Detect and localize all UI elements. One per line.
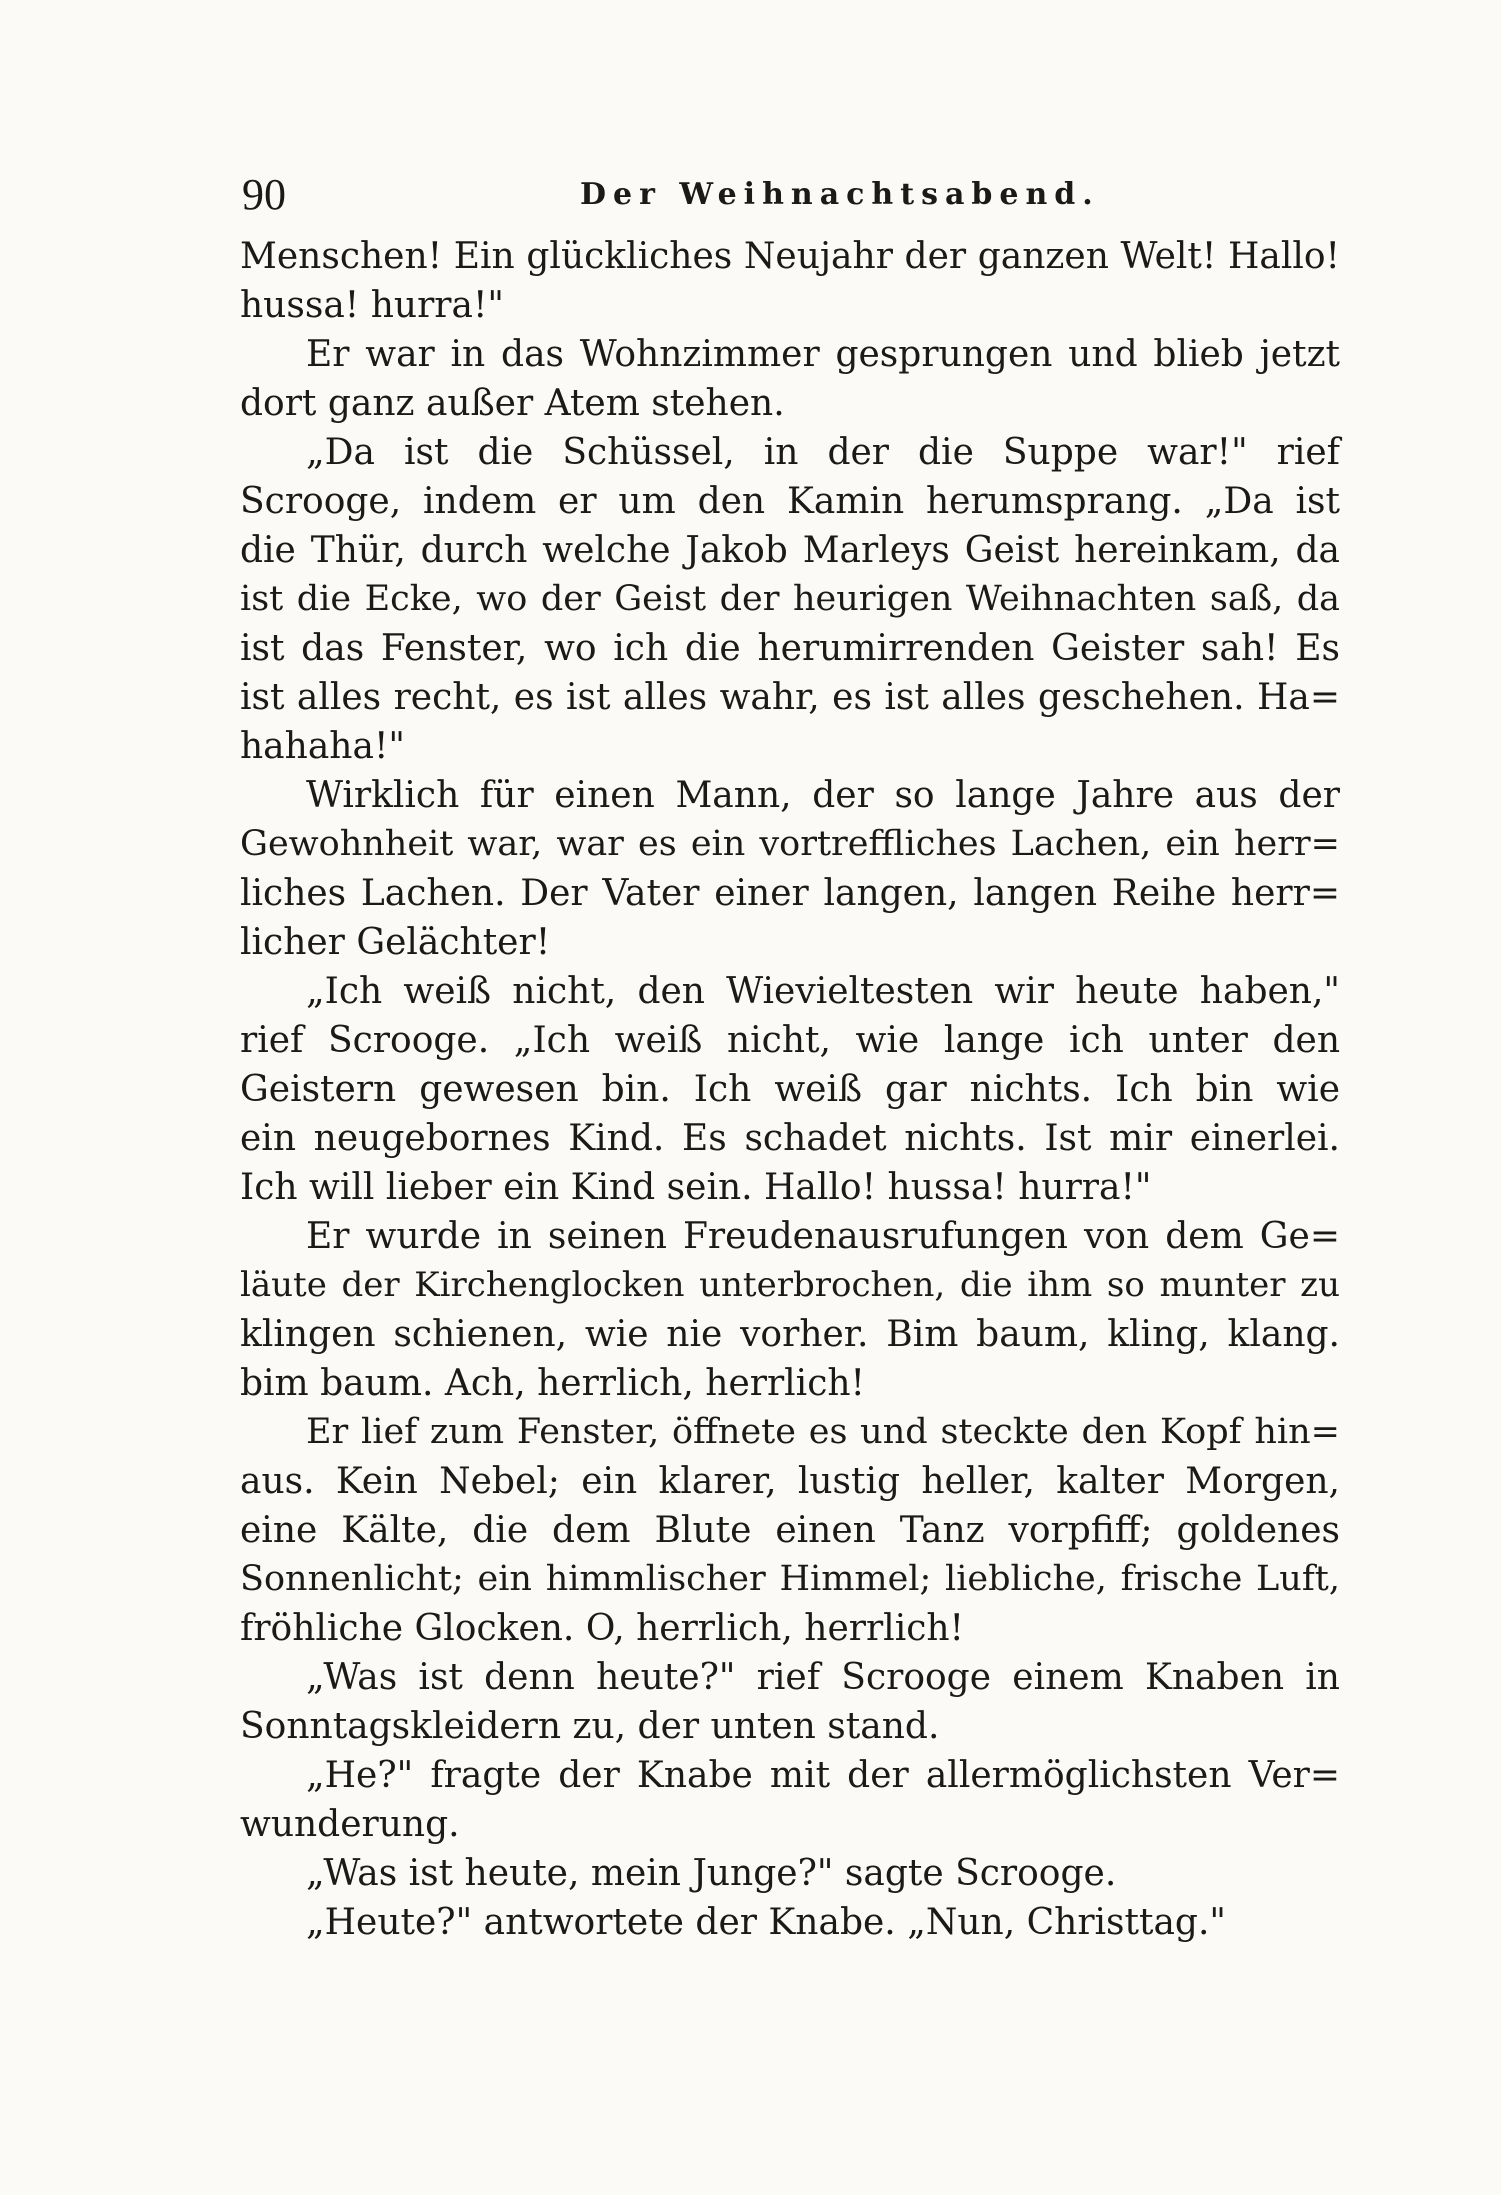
text-line: läute der Kirchenglocken unterbrochen, die ihm so munter zu — [240, 1265, 1340, 1305]
text-line: eine Kälte, die dem Blute einen Tanz vorpfiff; goldenes — [240, 1510, 1340, 1551]
text-line: aus. Kein Nebel; ein klarer, lustig heller, kalter Morgen, — [240, 1461, 1340, 1502]
page-number: 90 — [242, 170, 286, 219]
text-line: ist alles recht, es ist alles wahr, es ist alles geschehen. Ha= — [240, 677, 1340, 718]
text-line: klingen schienen, wie nie vorher. Bim baum, kling, klang. — [240, 1314, 1340, 1355]
text-line: Sonntagskleidern zu, der unten stand. — [240, 1706, 940, 1747]
text-line: Er lief zum Fenster, öffnete es und steckte den Kopf hin= — [306, 1412, 1340, 1452]
text-line: Scrooge, indem er um den Kamin herumsprang. „Da ist — [240, 481, 1340, 522]
text-line: wunderung. — [240, 1804, 460, 1845]
text-line: dort ganz außer Atem stehen. — [240, 383, 785, 424]
text-line: Er war in das Wohnzimmer gesprungen und blieb jetzt — [306, 334, 1340, 375]
text-line: ein neugebornes Kind. Es schadet nichts. Ist mir einerlei. — [240, 1118, 1340, 1159]
text-line: Sonnenlicht; ein himmlischer Himmel; liebliche, frische Luft, — [240, 1559, 1340, 1599]
text-line: liches Lachen. Der Vater einer langen, langen Reihe herr= — [240, 873, 1340, 914]
text-line: „Was ist denn heute?" rief Scrooge einem Knaben in — [306, 1657, 1340, 1698]
text-line: fröhliche Glocken. O, herrlich, herrlich! — [240, 1608, 965, 1649]
text-line: „Was ist heute, mein Junge?" sagte Scrooge. — [306, 1853, 1117, 1894]
text-line: hussa! hurra!" — [240, 285, 504, 326]
text-line: rief Scrooge. „Ich weiß nicht, wie lange ich unter den — [240, 1020, 1340, 1061]
text-line: bim baum. Ach, herrlich, herrlich! — [240, 1363, 866, 1404]
text-line: „Heute?" antwortete der Knabe. „Nun, Christtag." — [306, 1902, 1226, 1943]
text-line: Geistern gewesen bin. Ich weiß gar nichts. Ich bin wie — [240, 1069, 1340, 1110]
text-line: die Thür, durch welche Jakob Marleys Geist hereinkam, da — [240, 530, 1340, 571]
text-line: „Da ist die Schüssel, in der die Suppe war!" rief — [306, 432, 1340, 473]
text-line: Menschen! Ein glückliches Neujahr der ganzen Welt! Hallo! — [240, 236, 1340, 277]
text-line: licher Gelächter! — [240, 922, 551, 963]
text-line: ist die Ecke, wo der Geist der heurigen Weihnachten saß, da — [240, 579, 1340, 619]
text-line: „Ich weiß nicht, den Wievieltesten wir heute haben," — [306, 971, 1340, 1012]
text-line: Wirklich für einen Mann, der so lange Jahre aus der — [306, 775, 1340, 816]
text-line: Gewohnheit war, war es ein vortreffliches Lachen, ein herr= — [240, 824, 1340, 864]
text-line: ist das Fenster, wo ich die herumirrenden Geister sah! Es — [240, 628, 1340, 669]
body-text — [240, 232, 1340, 1947]
text-line: hahaha!" — [240, 726, 405, 767]
text-line: „He?" fragte der Knabe mit der allermöglichsten Ver= — [306, 1755, 1340, 1796]
text-line: Ich will lieber ein Kind sein. Hallo! hussa! hurra!" — [240, 1167, 1152, 1208]
running-head: Der Weihnachtsabend. — [580, 177, 1100, 212]
text-line: Er wurde in seinen Freudenausrufungen von dem Ge= — [306, 1216, 1340, 1257]
